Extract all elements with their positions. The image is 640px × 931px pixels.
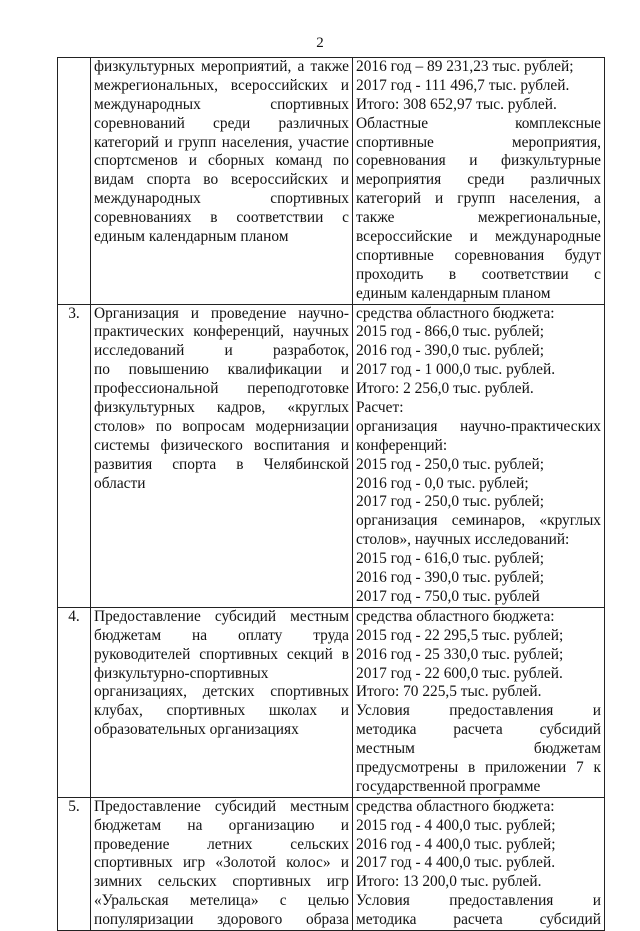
funding-line: проходить в соответствии с: [356, 265, 601, 283]
funding-line: 2017 год - 4 400,0 тыс. рублей.: [356, 854, 556, 872]
funding-line: Итого: 13 200,0 тыс. рублей.: [356, 873, 542, 891]
funding-line: также межрегиональные,: [356, 209, 601, 227]
description-line: категорий и групп населения, участие: [94, 133, 349, 151]
funding-line: средства областного бюджета:: [356, 607, 555, 625]
activity-description: [91, 58, 353, 305]
funding-line: 2017 год - 250,0 тыс. рублей;: [356, 493, 544, 511]
row-number: 3.: [58, 304, 91, 607]
funding-line: спортивные соревнования будут: [356, 246, 601, 264]
funding-details: [353, 607, 605, 797]
funding-line: 2016 год - 390,0 тыс. рублей;: [356, 569, 544, 587]
funding-line: мероприятия среди различных: [356, 171, 601, 189]
description-line: организациях, детских спортивных: [94, 683, 349, 701]
funding-line: 2017 год - 22 600,0 тыс. рублей.: [356, 664, 563, 682]
funding-line: 2015 год - 4 400,0 тыс. рублей;: [356, 816, 556, 834]
funding-line: государственной программе: [356, 777, 541, 795]
description-line: системы физического воспитания и: [94, 436, 349, 454]
description-line: Предоставление субсидий местным: [94, 607, 349, 625]
funding-line: предусмотрены в приложении 7 к: [356, 758, 601, 776]
activity-description: [91, 607, 353, 797]
table-row: [58, 797, 605, 930]
description-line: столов» по вопросам модернизации: [94, 417, 349, 435]
funding-line: средства областного бюджета:: [356, 797, 555, 815]
description-line: по повышению квалификации и: [94, 361, 349, 379]
program-table: [57, 57, 605, 931]
funding-line: категорий и групп населения, а: [356, 190, 601, 208]
funding-line: 2015 год - 616,0 тыс. рублей;: [356, 550, 544, 568]
funding-line: единым календарным планом: [356, 284, 551, 302]
funding-line: Расчет:: [356, 399, 404, 417]
funding-line: Областные комплексные: [356, 114, 601, 132]
description-line: международных спортивных: [94, 95, 349, 113]
row-number: [58, 58, 91, 305]
funding-line: 2016 год - 4 400,0 тыс. рублей;: [356, 835, 556, 853]
funding-line: Итого: 308 652,97 тыс. рублей.: [356, 95, 557, 113]
description-line: видам спорта во всероссийских и: [94, 171, 349, 189]
funding-line: столов», научных исследований:: [356, 531, 570, 549]
description-line: области: [94, 474, 146, 492]
description-line: единым календарным планом: [94, 228, 289, 246]
description-line: проведение летних сельских: [94, 835, 349, 853]
row-number: 5.: [58, 797, 91, 930]
description-line: популяризации здорового образа: [94, 911, 349, 929]
table-row: [58, 58, 605, 305]
funding-details: [353, 304, 605, 607]
funding-line: 2017 год - 750,0 тыс. рублей: [356, 587, 540, 605]
description-line: спортсменов и сборных команд по: [94, 152, 349, 170]
table-row: [58, 304, 605, 607]
funding-line: организация научно-практических: [356, 417, 601, 435]
funding-line: Условия предоставления и: [356, 702, 601, 720]
funding-line: Итого: 2 256,0 тыс. рублей.: [356, 380, 534, 398]
program-table-body: [58, 58, 605, 931]
description-line: клубах, спортивных школах и: [94, 702, 349, 720]
funding-line: конференций:: [356, 436, 448, 454]
funding-line: всероссийские и международные: [356, 228, 601, 246]
description-line: профессиональной переподготовке: [94, 380, 349, 398]
table-row: [58, 607, 605, 797]
funding-line: 2016 год – 89 231,23 тыс. рублей;: [356, 58, 574, 75]
funding-line: 2015 год - 22 295,5 тыс. рублей;: [356, 626, 564, 644]
funding-line: 2016 год - 25 330,0 тыс. рублей;: [356, 645, 564, 663]
description-line: соревнованиях в соответствии с: [94, 209, 349, 227]
funding-details: [353, 797, 605, 930]
funding-line: организация семинаров, «круглых: [356, 512, 601, 530]
funding-line: Итого: 70 225,5 тыс. рублей.: [356, 683, 542, 701]
description-line: бюджетам на оплату труда: [94, 626, 349, 644]
description-line: бюджетам на организацию и: [94, 816, 349, 834]
funding-line: методика расчета субсидий: [356, 911, 601, 929]
funding-line: Условия предоставления и: [356, 892, 601, 910]
description-line: спортивных игр «Золотой колос» и: [94, 854, 349, 872]
description-line: развития спорта в Челябинской: [94, 455, 349, 473]
description-line: Организация и проведение научно-: [94, 304, 349, 322]
page-number: 2: [316, 35, 324, 51]
description-line: образовательных организациях: [94, 721, 299, 739]
funding-line: 2017 год - 1 000,0 тыс. рублей.: [356, 361, 556, 379]
funding-line: методика расчета субсидий: [356, 721, 601, 739]
funding-line: спортивные мероприятия,: [356, 133, 601, 151]
description-line: исследований и разработок,: [94, 342, 349, 360]
row-number: 4.: [58, 607, 91, 797]
funding-line: 2015 год - 250,0 тыс. рублей;: [356, 455, 544, 473]
description-line: «Уральская метелица» с целью: [94, 892, 349, 910]
description-line: практических конференций, научных: [94, 323, 349, 341]
funding-line: 2015 год - 866,0 тыс. рублей;: [356, 323, 544, 341]
activity-description: [91, 304, 353, 607]
funding-line: соревнования и физкультурные: [356, 152, 601, 170]
description-line: зимних сельских спортивных игр: [94, 873, 349, 891]
description-line: физкультурных кадров, «круглых: [94, 399, 349, 417]
funding-details: [353, 58, 605, 305]
description-line: международных спортивных: [94, 190, 349, 208]
activity-description: [91, 797, 353, 930]
description-line: руководителей спортивных секций в: [94, 645, 349, 663]
description-line: физкультурных мероприятий, а также: [94, 58, 349, 75]
description-line: физкультурно-спортивных: [94, 664, 269, 682]
funding-line: 2016 год - 390,0 тыс. рублей;: [356, 342, 544, 360]
funding-line: 2016 год - 0,0 тыс. рублей;: [356, 474, 529, 492]
funding-line: 2017 год - 111 496,7 тыс. рублей.: [356, 76, 570, 94]
description-line: соревнований среди различных: [94, 114, 349, 132]
description-line: Предоставление субсидий местным: [94, 797, 349, 815]
funding-line: средства областного бюджета:: [356, 304, 555, 322]
funding-line: местным бюджетам: [356, 740, 601, 758]
description-line: межрегиональных, всероссийских и: [94, 76, 349, 94]
